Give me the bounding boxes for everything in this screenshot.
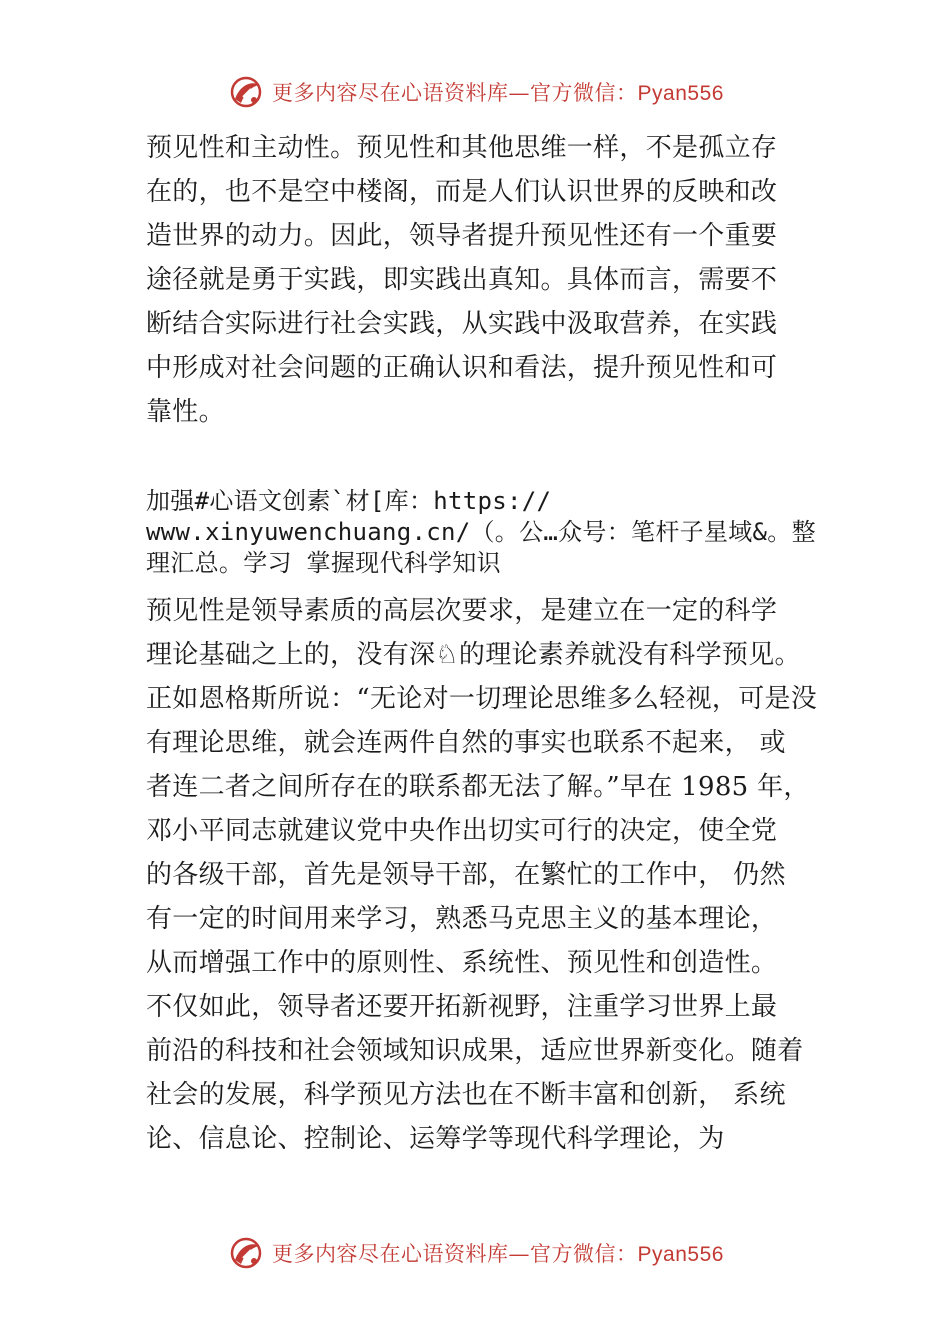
paragraph1-line: 靠性。 bbox=[146, 397, 225, 427]
footer-banner-text bbox=[272, 1238, 724, 1268]
footer-banner bbox=[0, 1231, 950, 1275]
paragraph2-line: 有理论思维，就会连两件自然的事实也联系不起来， 或 bbox=[146, 728, 786, 758]
brand-logo-icon bbox=[226, 1233, 266, 1273]
paragraph2-line: 邓小平同志就建议党中央作出切实可行的决定，使全党 bbox=[146, 816, 778, 846]
paragraph2-line: 者连二者之间所存在的联系都无法了解。”早在 1985 年， bbox=[146, 772, 810, 802]
section-heading-line: www.xinyuwenchuang.cn/（。公…众号：笔杆子星域&。整 bbox=[146, 518, 816, 546]
paragraph1-line: 预见性和主动性。预见性和其他思维一样，不是孤立存 bbox=[146, 133, 778, 163]
paragraph2-line: 社会的发展，科学预见方法也在不断丰富和创新， 系统 bbox=[146, 1080, 786, 1110]
section-heading-line: 加强#心语文创素`材[库：https:// bbox=[146, 487, 552, 515]
paragraph2-line: 有一定的时间用来学习，熟悉马克思主义的基本理论， bbox=[146, 904, 778, 934]
brand-logo-icon bbox=[226, 72, 266, 112]
footer-banner-label: 更多内容尽在心语资料库—官方微信： bbox=[272, 1242, 638, 1266]
paragraph2-line: 正如恩格斯所说：“无论对一切理论思维多么轻视，可是没 bbox=[146, 684, 818, 714]
paragraph2-line: 理论基础之上的，没有深♘的理论素养就没有科学预见。 bbox=[146, 640, 801, 670]
section-heading-line: 理汇总。学习 掌握现代科学知识 bbox=[146, 549, 501, 577]
paragraph2-line: 论、信息论、控制论、运筹学等现代科学理论，为 bbox=[146, 1124, 725, 1154]
paragraph2-line: 预见性是领导素质的高层次要求，是建立在一定的科学 bbox=[146, 596, 778, 626]
paragraph2-line: 的各级干部，首先是领导干部，在繁忙的工作中， 仍然 bbox=[146, 860, 786, 890]
header-banner bbox=[0, 70, 950, 114]
paragraph1-line: 中形成对社会问题的正确认识和看法，提升预见性和可 bbox=[146, 353, 778, 383]
paragraph2-line: 从而增强工作中的原则性、系统性、预见性和创造性。 bbox=[146, 948, 778, 978]
footer-wechat-id: Pyan556 bbox=[637, 1243, 724, 1266]
header-wechat-id: Pyan556 bbox=[637, 82, 724, 105]
paragraph1-line: 途径就是勇于实践，即实践出真知。具体而言，需要不 bbox=[146, 265, 778, 295]
header-banner-label: 更多内容尽在心语资料库—官方微信： bbox=[272, 81, 638, 105]
paragraph1-line: 在的，也不是空中楼阁，而是人们认识世界的反映和改 bbox=[146, 177, 778, 207]
paragraph1-line: 造世界的动力。因此，领导者提升预见性还有一个重要 bbox=[146, 221, 778, 251]
header-banner-text bbox=[272, 77, 724, 107]
paragraph2-line: 前沿的科技和社会领域知识成果，适应世界新变化。随着 bbox=[146, 1036, 804, 1066]
paragraph2-line: 不仅如此，领导者还要开拓新视野，注重学习世界上最 bbox=[146, 992, 778, 1022]
paragraph1-line: 断结合实际进行社会实践，从实践中汲取营养，在实践 bbox=[146, 309, 778, 339]
